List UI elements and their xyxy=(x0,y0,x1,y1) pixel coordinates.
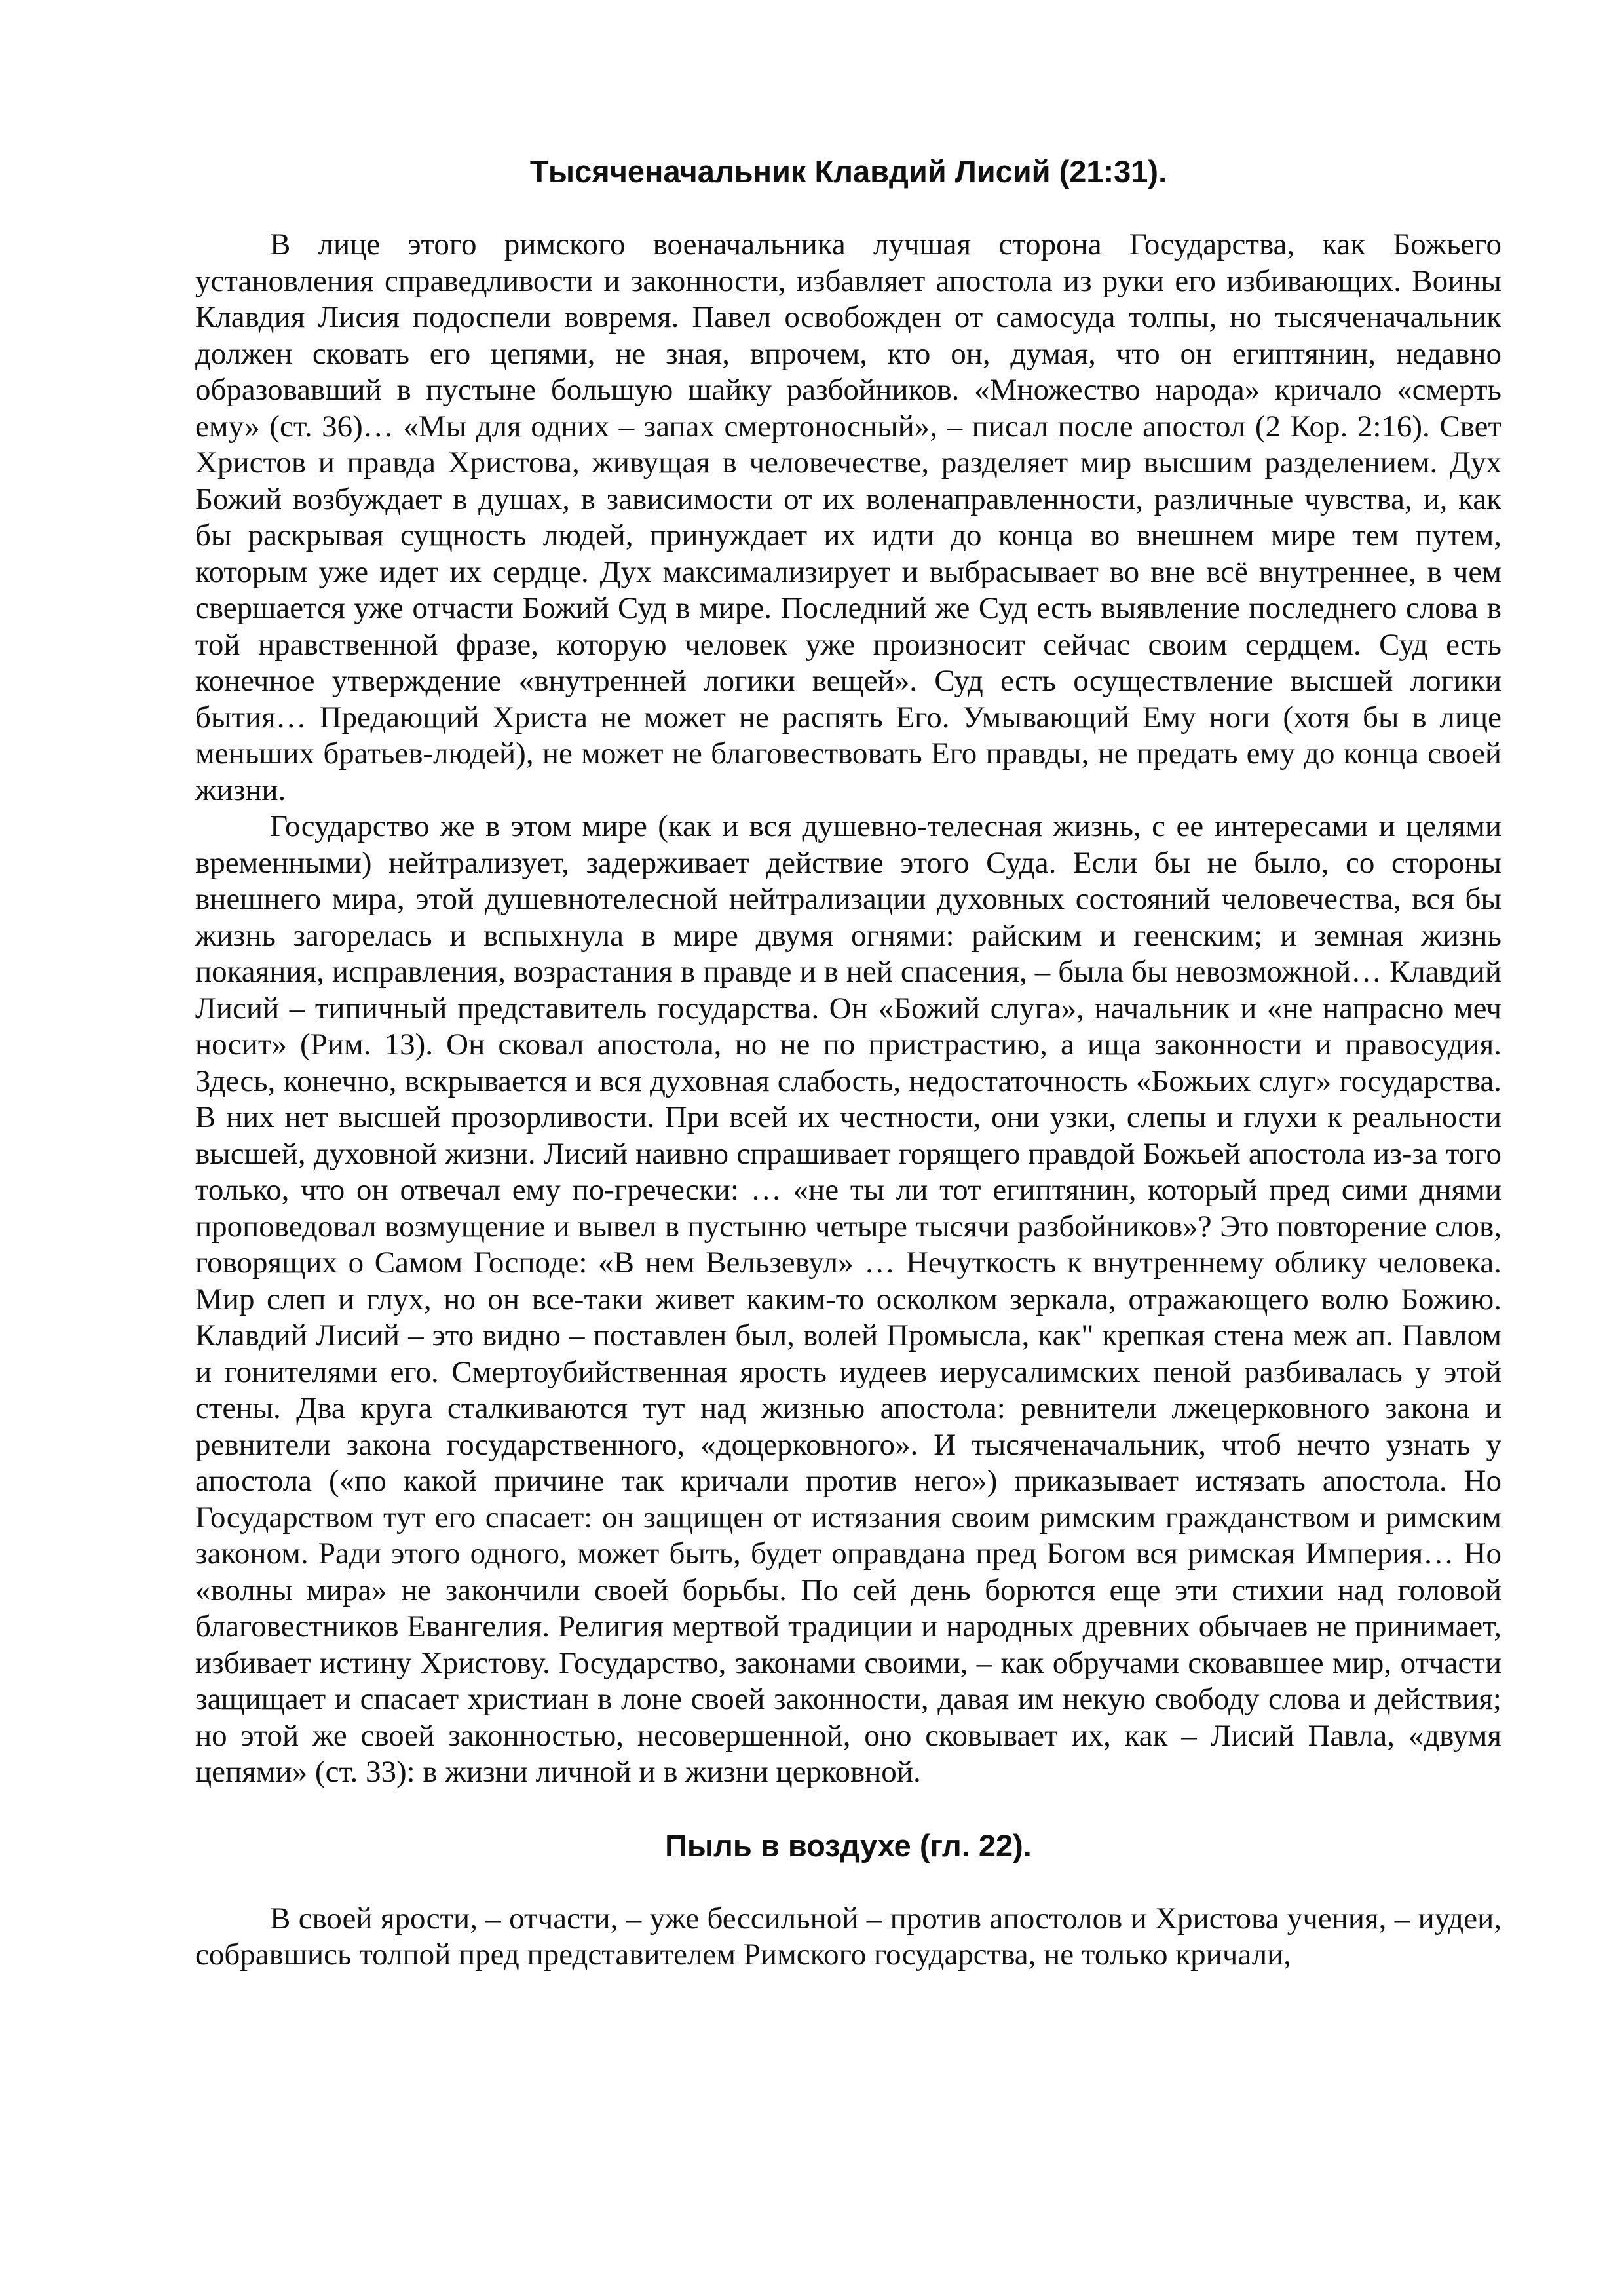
paragraph-3: В своей ярости, – отчасти, – уже бессильной – против апостолов и Христова учения, – иудеи, собравшись толпой пред представителем Римского государства, не только кричали, xyxy=(195,1901,1501,1972)
section-title-tysyachenachalnik: Тысяченачальник Клавдий Лисий (21:31). xyxy=(529,154,1167,189)
section-title-pyl-v-vozduhe: Пыль в воздухе (гл. 22). xyxy=(665,1827,1032,1863)
paragraph-1: В лице этого римского военачальника лучшая сторона Государства, как Божьего установления справедливости и законности, избавляет апостола из руки его избивающих. Воины Клавдия Лисия подоспели вовремя. Павел освобожден от самосуда толпы, но тысяченачальник должен сковать его цепями, не зная, впрочем, кто он, думая, что он египтянин, недавно образовавший в пустыне большую шайку разбойников. «Множество народа» кричало «смерть ему» (ст. 36)… «Мы для одних – запах смертоносный», – писал после апостол (2 Кор. 2:16). Свет Христов и правда Христова, живущая в человечестве, разделяет мир высшим разделением. Дух Божий возбуждает в душах, в зависимости от их воленаправленности, различные чувства, и, как бы раскрывая сущность людей, принуждает их идти до конца во внешнем мире тем путем, которым уже идет их сердце. Дух максимализирует и выбрасывает во вне всё внутреннее, в чем свершается уже отчасти Божий Суд в мире. Последний же Суд есть выявление последнего слова в той нравственной фразе, которую человек уже произносит сейчас своим сердцем. Суд есть конечное утверждение «внутренней логики вещей». Суд есть осуществление высшей логики бытия… Предающий Христа не может не распять Его. Умывающий Ему ноги (хотя бы в лице меньших братьев-людей), не может не благовествовать Его правды, не предать ему до конца своей жизни. xyxy=(195,227,1501,807)
paragraph-2: Государство же в этом мире (как и вся душевно-телесная жизнь, с ее интересами и целями временными) нейтрализует, задерживает действие этого Суда. Если бы не было, со стороны внешнего мира, этой душевнотелесной нейтрализации духовных состояний человечества, вся бы жизнь загорелась и вспыхнула в мире двумя огнями: райским и геенским; и земная жизнь покаяния, исправления, возрастания в правде и в ней спасения, – была бы невозможной… Клавдий Лисий – типичный представитель государства. Он «Божий слуга», начальник и «не напрасно меч носит» (Рим. 13). Он сковал апостола, но не по пристрастию, а ища законности и правосудия. Здесь, конечно, вскрывается и вся духовная слабость, недостаточность «Божьих слуг» государства. В них нет высшей прозорливости. При всей их честности, они узки, слепы и глухи к реальности высшей, духовной жизни. Лисий наивно спрашивает горящего правдой Божьей апостола из-за того только, что он отвечал ему по-гречески: … «не ты ли тот египтянин, который пред сими днями проповедовал возмущение и вывел в пустыню четыре тысячи разбойников»? Это повторение слов, говорящих о Самом Господе: «В нем Вельзевул» … Нечуткость к внутреннему облику человека. Мир слеп и глух, но он все-таки живет каким-то осколком зеркала, отражающего волю Божию. Клавдий Лисий – это видно – поставлен был, волей Промысла, как" крепкая стена меж ап. Павлом и гонителями его. Смертоубийственная ярость иудеев иерусалимских пеной разбивалась у этой стены. Два круга сталкиваются тут над жизнью апостола: ревнители лжецерковного закона и ревнители закона государственного, «доцерковного». И тысяченачальник, чтоб нечто узнать у апостола («по какой причине так кричали против него») приказывает истязать апостола. Но Государством тут его спасает: он защищен от истязания своим римским гражданством и римским законом. Ради этого одного, может быть, будет оправдана пред Богом вся римская Империя… Но «волны мира» не закончили своей борьбы. По сей день борются еще эти стихии над головой благовестников Евангелия. Религия мертвой традиции и народных древних обычаев не принимает, избивает истину Христову. Государство, законами своими, – как обручами сковавшее мир, отчасти защищает и спасает христиан в лоне своей законности, давая им некую свободу слова и действия; но этой же своей законностью, несовершенной, оно сковывает их, как – Лисий Павла, «двумя цепями» (ст. 33): в жизни личной и в жизни церковной. xyxy=(195,809,1501,1789)
document-page xyxy=(195,145,1501,1974)
